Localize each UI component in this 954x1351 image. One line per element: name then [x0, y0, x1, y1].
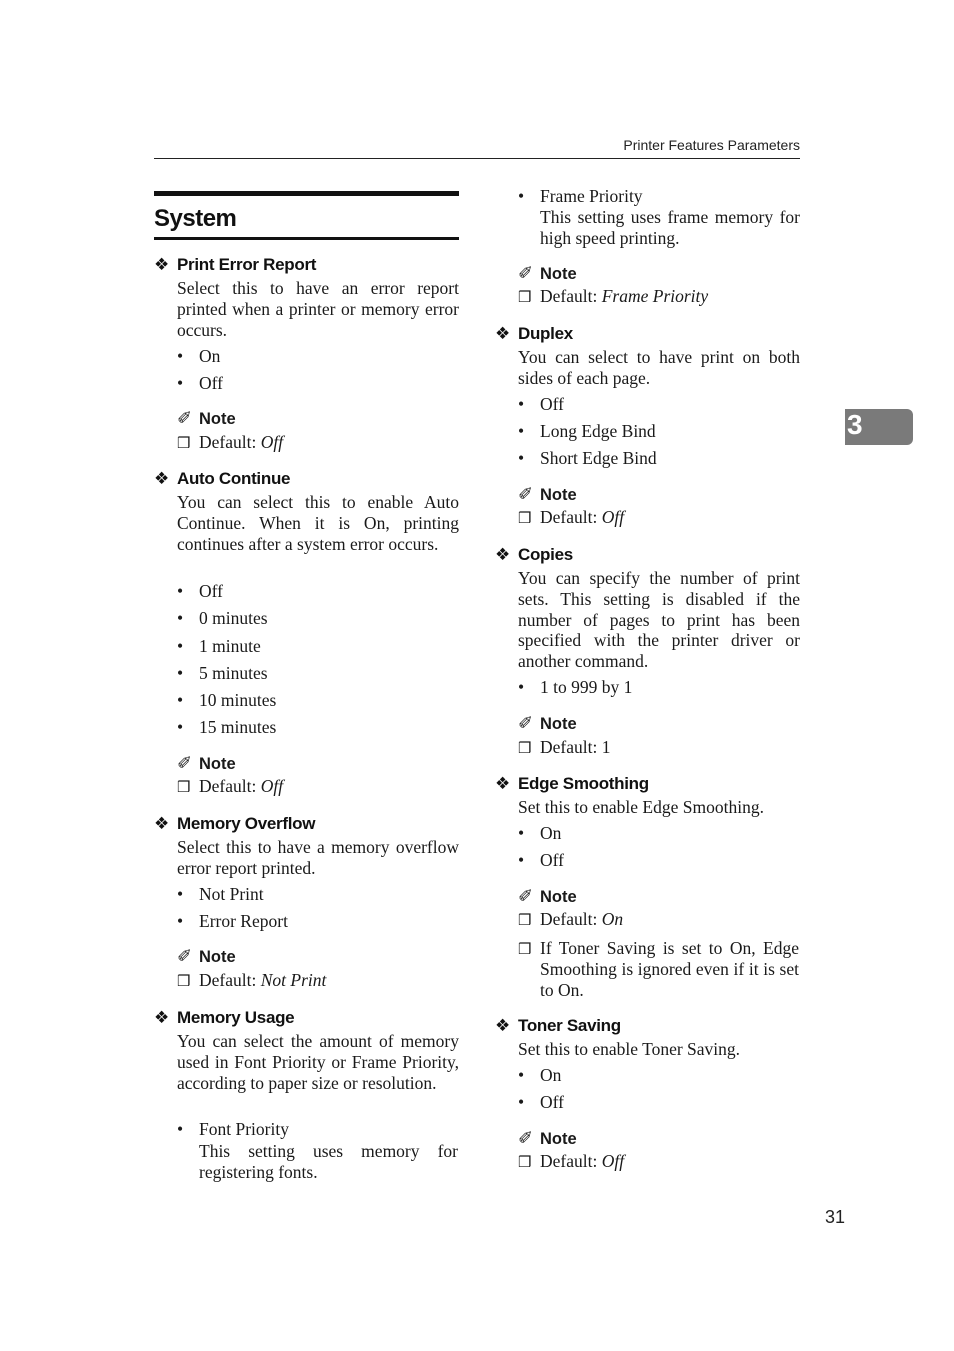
pencil-icon: ✐: [518, 713, 534, 733]
diamond-icon: ❖: [495, 774, 510, 793]
list-item: • Font Priority: [177, 1119, 289, 1139]
section-title-block: [154, 191, 459, 240]
diamond-icon: ❖: [495, 1016, 510, 1035]
list-item: • On: [518, 1065, 562, 1085]
chapter-tab: [845, 409, 913, 445]
list-item: • Off: [177, 373, 223, 393]
note-box-icon: [518, 938, 540, 959]
note-heading: ✐ Note: [518, 263, 577, 283]
note-heading: ✐ Note: [177, 946, 236, 966]
checkbox-icon: ❒: [177, 436, 191, 452]
heading-duplex: ❖ Duplex: [495, 324, 573, 343]
pencil-icon: ✐: [518, 886, 534, 906]
list-item: • Off: [177, 581, 223, 601]
note-heading: ✐ Note: [177, 408, 236, 428]
default-line: ❒ Default: 1: [518, 737, 611, 757]
checkbox-icon: ❒: [518, 1155, 532, 1171]
note-heading: ✐ Note: [518, 484, 577, 504]
desc-auto-continue: You can select this to enable Auto Continue. When it is On, printing continues after a system error occurs.: [177, 492, 459, 554]
checkbox-icon: ❒: [177, 780, 191, 796]
note-edge-smoothing-toner: If Toner Saving is set to On, Edge Smoothing is ignored even if it is set to On.: [540, 938, 799, 1000]
default-line: ❒ Default: Frame Priority: [518, 286, 709, 306]
heading-toner-saving: ❖ Toner Saving: [495, 1016, 621, 1035]
checkbox-icon: ❒: [518, 942, 532, 958]
diamond-icon: ❖: [154, 814, 169, 833]
diamond-icon: ❖: [495, 324, 510, 343]
diamond-icon: ❖: [154, 469, 169, 488]
page-number: 31: [824, 1207, 845, 1227]
note-heading: ✐ Note: [177, 753, 236, 773]
pencil-icon: ✐: [518, 1128, 534, 1148]
list-item: • 5 minutes: [177, 663, 268, 683]
note-heading: ✐ Note: [518, 1128, 577, 1148]
desc-edge-smoothing: Set this to enable Edge Smoothing.: [518, 797, 764, 817]
default-line: ❒ Default: Off: [177, 776, 284, 796]
desc-memory-overflow: Select this to have a memory overflow error report printed.: [177, 837, 459, 878]
list-item: • 15 minutes: [177, 717, 277, 737]
desc-frame-priority: This setting uses frame memory for high speed printing.: [540, 207, 800, 248]
desc-font-priority: This setting uses memory for registering fonts.: [199, 1141, 458, 1182]
list-item: • On: [518, 823, 562, 843]
checkbox-icon: ❒: [177, 974, 191, 990]
default-line: ❒ Default: Off: [177, 432, 284, 452]
list-item: • 1 minute: [177, 636, 261, 656]
list-item: • Error Report: [177, 911, 288, 931]
checkbox-icon: ❒: [518, 290, 532, 306]
list-item: • Not Print: [177, 884, 264, 904]
list-item: • Off: [518, 394, 564, 414]
desc-duplex: You can select to have print on both sides of each page.: [518, 347, 800, 388]
list-item: • On: [177, 346, 221, 366]
list-item: • Long Edge Bind: [518, 421, 656, 441]
pencil-icon: ✐: [177, 408, 193, 428]
pencil-icon: ✐: [177, 753, 193, 773]
default-line: ❒ Default: Off: [518, 507, 625, 527]
list-item: • Frame Priority: [518, 186, 643, 206]
default-line: ❒ Default: Not Print: [177, 970, 327, 990]
checkbox-icon: ❒: [518, 741, 532, 757]
list-item: • 1 to 999 by 1: [518, 677, 633, 697]
list-item: • Short Edge Bind: [518, 448, 657, 468]
heading-copies: ❖ Copies: [495, 545, 573, 564]
desc-memory-usage: You can select the amount of memory used in Font Priority or Frame Priority, according to paper size or resolution.: [177, 1031, 459, 1093]
header-rule: [154, 158, 800, 159]
note-heading: ✐ Note: [518, 713, 577, 733]
heading-memory-overflow: ❖ Memory Overflow: [154, 814, 316, 833]
diamond-icon: ❖: [154, 255, 169, 274]
heading-edge-smoothing: ❖ Edge Smoothing: [495, 774, 649, 793]
diamond-icon: ❖: [495, 545, 510, 564]
default-line: ❒ Default: Off: [518, 1151, 625, 1171]
list-item: • Off: [518, 1092, 564, 1112]
list-item: • 10 minutes: [177, 690, 277, 710]
diamond-icon: ❖: [154, 1008, 169, 1027]
pencil-icon: ✐: [518, 484, 534, 504]
default-line: ❒ Default: On: [518, 909, 624, 929]
pencil-icon: ✐: [177, 946, 193, 966]
running-head: Printer Features Parameters: [623, 137, 800, 153]
desc-print-error-report: Select this to have an error report printed when a printer or memory error occurs.: [177, 278, 459, 340]
chapter-number: 3: [847, 409, 863, 440]
section-title: System: [154, 205, 237, 232]
heading-auto-continue: ❖ Auto Continue: [154, 469, 291, 488]
pencil-icon: ✐: [518, 263, 534, 283]
desc-toner-saving: Set this to enable Toner Saving.: [518, 1039, 741, 1059]
checkbox-icon: ❒: [518, 511, 532, 527]
desc-copies: You can specify the number of print sets. This setting is disabled if the number of pages to print has been specified with the printer driver or another command.: [518, 568, 800, 672]
list-item: • Off: [518, 850, 564, 870]
checkbox-icon: ❒: [518, 913, 532, 929]
heading-print-error-report: ❖ Print Error Report: [154, 255, 317, 274]
list-item: • 0 minutes: [177, 608, 268, 628]
heading-memory-usage: ❖ Memory Usage: [154, 1008, 295, 1027]
note-heading: ✐ Note: [518, 886, 577, 906]
